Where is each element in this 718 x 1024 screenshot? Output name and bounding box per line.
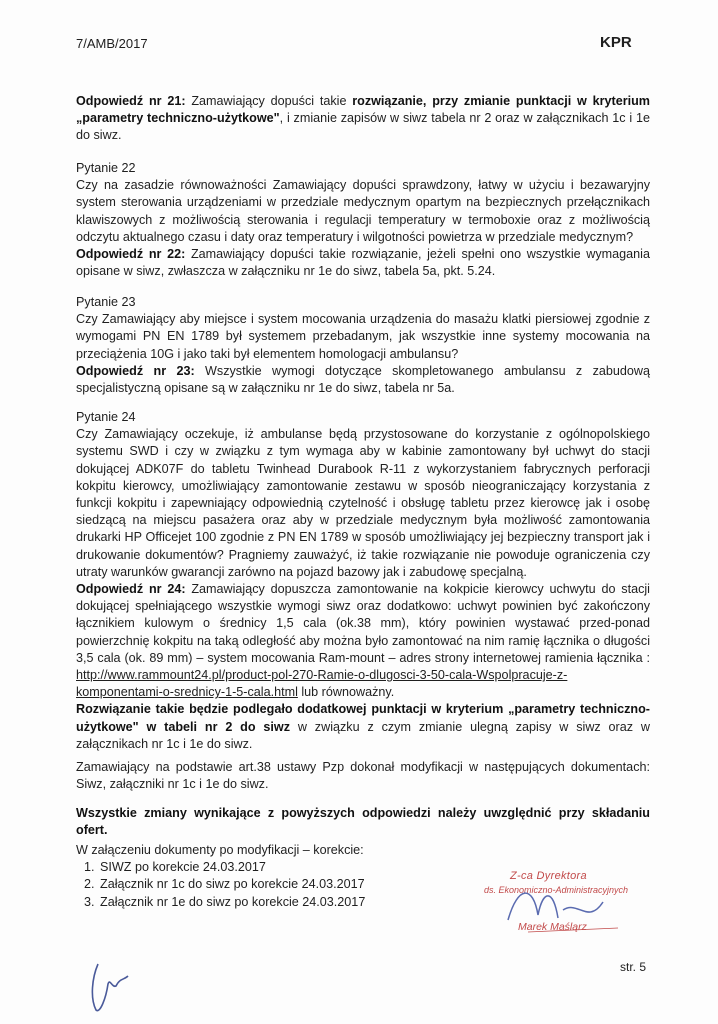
answer-24-label: Odpowiedź nr 24: xyxy=(76,582,186,597)
attachment-item: 2. Załącznik nr 1c do siwz po korekcie 24.03.2017 xyxy=(98,876,650,893)
answer-24-bold: Rozwiązanie takie będzie podlegało dodatkowej punktacji w kryterium „parametry techniczno-użytkowe" w tabeli nr 2 do siwz xyxy=(76,702,650,734)
question-24-block xyxy=(76,409,650,753)
answer-22-text: Zamawiający dopuści takie rozwiązanie, jeżeli spełni ono wszystkie wymagania opisane w siwz, zwłaszcza w załączniku nr 1e do siwz, tabela 5a, pkt. 5.24. xyxy=(76,247,650,279)
reminder xyxy=(76,805,650,839)
initials-signature-icon xyxy=(84,958,144,1018)
question-23-text: Czy Zamawiający aby miejsce i system mocowania urządzenia do masażu klatki piersiowej zgodnie z wymogami PN EN 1789 był systemem przebadanym, jak wszystkie inne systemy mocowania na przeciążenia 10G i jako taki był elementem homologacji ambulansu? xyxy=(76,312,650,361)
answer-21-text-end: , i zmianie zapisów w siwz tabela nr 2 oraz w załącznikach 1c i 1e do siwz. xyxy=(76,111,651,143)
official-stamp xyxy=(466,866,666,946)
page-number: str. 5 xyxy=(620,960,647,974)
answer-21-text: Zamawiający dopuści takie xyxy=(185,94,353,108)
question-22-block xyxy=(76,160,650,280)
question-23-block xyxy=(76,294,650,397)
answer-22-label: Odpowiedź nr 22: xyxy=(76,247,186,262)
question-24-text: Czy Zamawiający oczekuje, iż ambulanse będą przystosowane do korzystanie z ogólnopolskiego systemu SWD i czy w związku z tym wymaga aby w kabinie zamontowany był uchwyt do stacji dokującej ADK07F do tabletu Twinhead Durabook R-11 z wykorzystaniem fabrycznych perforacji kokpitu kierowcy, umożliwiający zamontowanie zestawu w sposób nieograniczający korzystania z funkcji kokpitu i zapewniający odpowiednią czytelność i obsługę tabletu przez kierowcę jak i osobę siedzącą na miejscu pasażera oraz aby w przedziale medycznym była możliwość zamontowania drukarki HP Officejet 100 zgodnie z PN EN 1789 w sposób umożliwiający jej bezpieczny transport jak i drukowanie dokumentów? Pragniemy zauważyć, iż takie rozwiązanie nie powoduje ograniczenia czy utraty warunków gwarancji zarówno na pojazd bazowy jak i zabudowę specjalną. xyxy=(76,427,650,579)
question-22-heading: Pytanie 22 xyxy=(76,161,136,175)
question-22-text: Czy na zasadzie równoważności Zamawiający dopuści sprawdzony, łatwy w użyciu i bezawaryjny system sterowania urządzeniami w przedziale medycznym opartym na bezpiecznych przełącznikach klawiszowych z możliwością sterowania i regulacji temperatury w termoboxie oraz z możliwością odczytu aktualnego czasu i daty oraz temperatury i wilgotności powietrza w przedziale medycznym? xyxy=(76,178,650,244)
answer-24-tail: w związku z czym zmianie ulegną zapisy w siwz oraz w załącznikach nr 1c i 1e do siwz. xyxy=(76,719,650,751)
answer-21-bold: rozwiązanie, przy zmianie punktacji w kryterium „parametry techniczno-użytkowe" xyxy=(76,94,650,126)
stamp-department: ds. Ekonomiczno-Administracyjnych xyxy=(484,885,629,895)
rammount-link[interactable]: http://www.rammount24.pl/product-pol-270-Ramie-o-dlugosci-3-50-cala-Wspolpracuje-z-komponentami-o-srednicy-1-5-cala.html xyxy=(76,668,568,700)
answer-21-label: Odpowiedź nr 21: xyxy=(76,94,186,108)
modification-note: Zamawiający na podstawie art.38 ustawy Pzp dokonał modyfikacji w następujących dokumentach: Siwz, załączniki nr 1c i 1e do siwz. xyxy=(76,760,650,792)
attachment-item: 1. SIWZ po korekcie 24.03.2017 xyxy=(98,859,650,876)
answer-24-after-link: lub równoważny. xyxy=(297,685,395,700)
document-reference: 7/AMB/2017 xyxy=(76,36,148,51)
document-code: KPR xyxy=(600,34,632,51)
answer-23-label: Odpowiedź nr 23: xyxy=(76,363,195,378)
question-23-heading: Pytanie 23 xyxy=(76,295,136,309)
attachments-intro: W załączeniu dokumenty po modyfikacji – korekcie: xyxy=(76,843,364,857)
answer-23-text: Wszystkie wymogi dotyczące skompletowanego ambulansu z zabudową specjalistyczną opisane są w załączniku nr 1e do siwz, tabela nr 5a. xyxy=(76,363,650,396)
stamp-title: Z-ca Dyrektora xyxy=(510,870,587,882)
stamp-signature-name: Marek Maśląrz xyxy=(518,921,587,933)
question-24-heading: Pytanie 24 xyxy=(76,410,136,424)
reminder-text: Wszystkie zmiany wynikające z powyższych odpowiedzi należy uwzględnić przy składaniu ofert. xyxy=(76,806,650,838)
attachment-item: 3. Załącznik nr 1e do siwz po korekcie 24.03.2017 xyxy=(98,894,650,911)
answer-21 xyxy=(76,93,650,145)
answer-24-text: Zamawiający dopuszcza zamontowanie na kokpicie kierowcy uchwytu do stacji dokującej spełniającego wszystkie wymogi siwz oraz dodatkowo: uchwyt powinien być zakończony łącznikiem kulowym o średnicy 1,5 cala (ok.38 mm), który powinien wystawać przed-ponad powierzchnię kokpitu na taką odległość aby można było zamontować na nim ramię łącznika o długości 3,5 cala (ok. 89 mm) – system mocowania Ram-mount – adres strony internetowej ramienia łącznika : xyxy=(76,582,650,665)
